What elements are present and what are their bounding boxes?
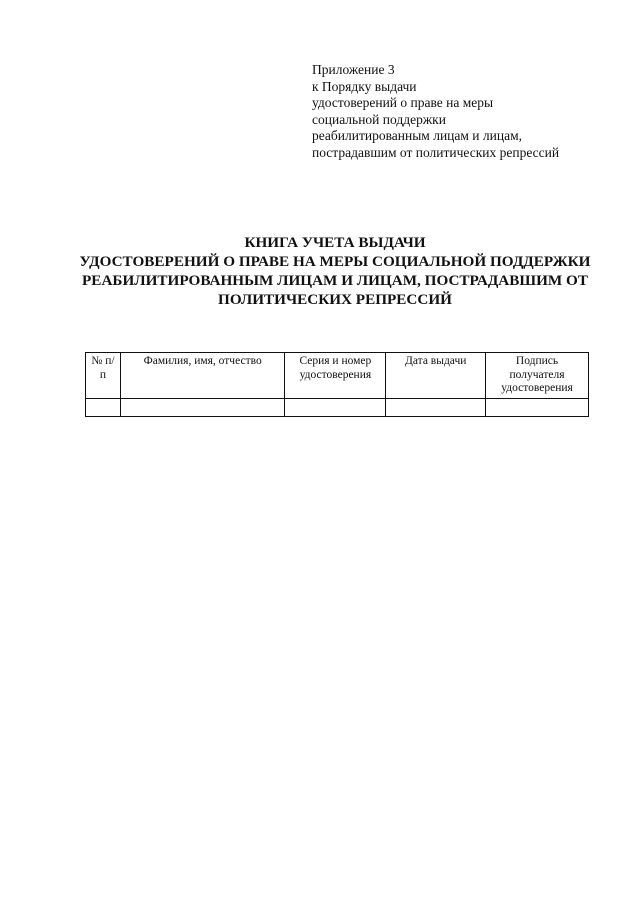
appendix-line: к Порядку выдачи	[312, 78, 417, 94]
registry-table	[85, 352, 589, 417]
title-line: КНИГА УЧЕТА ВЫДАЧИ	[244, 234, 426, 251]
appendix-line: пострадавшим от политических репрессий	[312, 144, 560, 160]
header-recipient-signature: Подпись получателя удостоверения	[486, 353, 589, 399]
table-row	[86, 398, 589, 416]
header-full-name: Фамилия, имя, отчество	[120, 353, 285, 399]
appendix-note	[312, 62, 612, 162]
table-cell	[285, 398, 386, 416]
table-cell	[486, 398, 589, 416]
table-cell	[86, 398, 121, 416]
title-line: ПОЛИТИЧЕСКИХ РЕПРЕССИЙ	[218, 291, 452, 308]
document-title	[40, 233, 630, 309]
header-series-number: Серия и номер удостоверения	[285, 353, 386, 399]
appendix-line: социальной поддержки	[312, 111, 446, 127]
table-header-row	[86, 353, 589, 399]
table-cell	[120, 398, 285, 416]
appendix-line: Приложение 3	[312, 62, 395, 77]
table-cell	[386, 398, 486, 416]
appendix-line: реабилитированным лицам и лицам,	[312, 128, 522, 144]
header-number: № п/п	[86, 353, 121, 399]
header-issue-date: Дата выдачи	[386, 353, 486, 399]
appendix-line: удостоверений о праве на меры	[312, 95, 494, 111]
title-line: РЕАБИЛИТИРОВАННЫМ ЛИЦАМ И ЛИЦАМ, ПОСТРАДАВШИМ ОТ	[82, 272, 588, 289]
title-line: УДОСТОВЕРЕНИЙ О ПРАВЕ НА МЕРЫ СОЦИАЛЬНОЙ ПОДДЕРЖКИ	[79, 253, 591, 270]
